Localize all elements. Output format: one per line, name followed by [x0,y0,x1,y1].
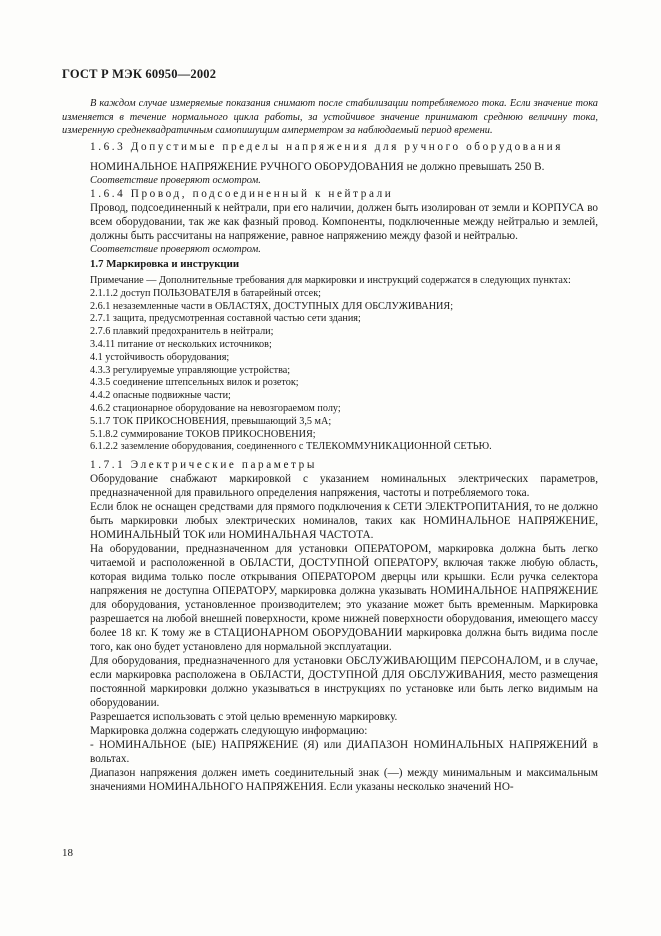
page-number: 18 [62,847,73,859]
page-content [62,97,598,794]
note-list [90,288,598,454]
paragraph: На оборудовании, предназначенном для установки ОПЕРАТОРОМ, маркировка должна быть легко читаемой и расположенной в ОБЛАСТИ, ДОСТУПНОЙ ОПЕРАТОРУ, включая также любую область, которая видима только после открывания ОПЕРАТОРОМ дверцы или крышки. Если ручка селектора напряжения не доступна ОПЕРАТОРУ, маркировка должна указывать НОМИНАЛЬНОЕ НАПРЯЖЕНИЕ для оборудования, установленное производителем; это указание может быть временным. Маркировка разрешается на любой внешней поверхности, кроме нижней поверхности оборудования, имеющего массу более 18 кг. К тому же в СТАЦИОНАРНОМ ОБОРУДОВАНИИ маркировка должна быть видима после того, как оно будет установлено для нормальной эксплуатации. [90,543,598,654]
page-header: ГОСТ Р МЭК 60950—2002 [62,67,217,81]
list-item: 2.1.1.2 доступ ПОЛЬЗОВАТЕЛЯ в батарейный отсек; [90,287,321,299]
paragraph: Оборудование снабжают маркировкой с указанием номинальных электрических параметров, предназначенной для правильного определения напряжения, частоты и потребляемого тока. [90,473,598,500]
paragraph: Маркировка должна содержать следующую информацию: [90,725,368,738]
section-heading-1-6-3: 1.6.3 Допустимые пределы напряжения для ручного оборудования [90,140,564,153]
paragraph: Если блок не оснащен средствами для прямого подключения к СЕТИ ЭЛЕКТРОПИТАНИЯ, то не должно быть маркировки любых электрических номиналов, таких как НОМИНАЛЬНОЕ НАПРЯЖЕНИЕ, НОМИНАЛЬНЫЙ ТОК или НОМИНАЛЬНАЯ ЧАСТОТА. [90,501,598,542]
paragraph-italic: В каждом случае измеряемые показания снимают после стабилизации потребляемого тока. Если значение тока изменяется в течение нормального цикла работы, за устойчивое значение принимают среднюю величину тока, измеренную среднеквадратичным самопишущим амперметром за наблюдаемый период времени. [62,98,598,137]
list-item: 4.3.3 регулируемые управляющие устройства; [90,364,291,376]
list-item: 5.1.8.2 суммирование ТОКОВ ПРИКОСНОВЕНИЯ; [90,428,316,440]
list-item: 4.1 устойчивость оборудования; [90,351,230,363]
list-item: 4.3.5 соединение штепсельных вилок и розеток; [90,377,299,389]
compliance-note: Соответствие проверяют осмотром. [90,244,261,256]
paragraph: НОМИНАЛЬНОЕ НАПРЯЖЕНИЕ РУЧНОГО ОБОРУДОВАНИЯ не должно превышать 250 В. [90,160,545,173]
paragraph: Провод, подсоединенный к нейтрали, при его наличии, должен быть изолирован от земли и КОРПУСА во всем оборудовании, так же как фазный провод. Компоненты, подключенные между нейтралью и землей, должны быть рассчитаны на напряжение, равное напряжению между фазой и нейтралью. [90,202,598,243]
list-item: 5.1.7 ТОК ПРИКОСНОВЕНИЯ, превышающий 3,5 мА; [90,415,332,427]
list-item: 2.7.1 защита, предусмотренная составной частью сети здания; [90,313,361,325]
section-heading-1-7: 1.7 Маркировка и инструкции [90,257,240,270]
list-item: 4.4.2 опасные подвижные части; [90,390,231,402]
compliance-note: Соответствие проверяют осмотром. [90,174,261,186]
list-item: 3.4.11 питание от нескольких источников; [90,338,272,350]
list-item: 6.1.2.2 заземление оборудования, соединенного с ТЕЛЕКОММУНИКАЦИОННОЙ СЕТЬЮ. [90,441,492,453]
note-intro: Примечание — Дополнительные требования для маркировки и инструкций содержатся в следующих пунктах: [90,274,571,286]
list-item: 2.6.1 незаземленные части в ОБЛАСТЯХ, ДОСТУПНЫХ ДЛЯ ОБСЛУЖИВАНИЯ; [90,300,454,312]
list-item: 4.6.2 стационарное оборудование на невозгораемом полу; [90,402,341,414]
section-heading-1-7-1: 1.7.1 Электрические параметры [90,459,317,472]
paragraph: Для оборудования, предназначенного для установки ОБСЛУЖИВАЮЩИМ ПЕРСОНАЛОМ, и в случае, если маркировка расположена в ОБЛАСТИ, ДОСТУПНОЙ ДЛЯ ОБСЛУЖИВАНИЯ, место размещения постоянной маркировки должно указываться в инструкциях по установке или быть легко видимым на оборудовании. [90,655,598,710]
paragraph: Диапазон напряжения должен иметь соединительный знак (—) между минимальным и максимальным значениями НОМИНАЛЬНОГО НАПРЯЖЕНИЯ. Если указаны несколько значений НО- [90,767,598,794]
list-item: 2.7.6 плавкий предохранитель в нейтрали; [90,326,274,338]
paragraph: Разрешается использовать с этой целью временную маркировку. [90,711,398,724]
section-heading-1-6-4: 1.6.4 Провод, подсоединенный к нейтрали [90,188,394,201]
paragraph: - НОМИНАЛЬНОЕ (ЫЕ) НАПРЯЖЕНИЕ (Я) или ДИАПАЗОН НОМИНАЛЬНЫХ НАПРЯЖЕНИЙ в вольтах. [90,739,598,766]
